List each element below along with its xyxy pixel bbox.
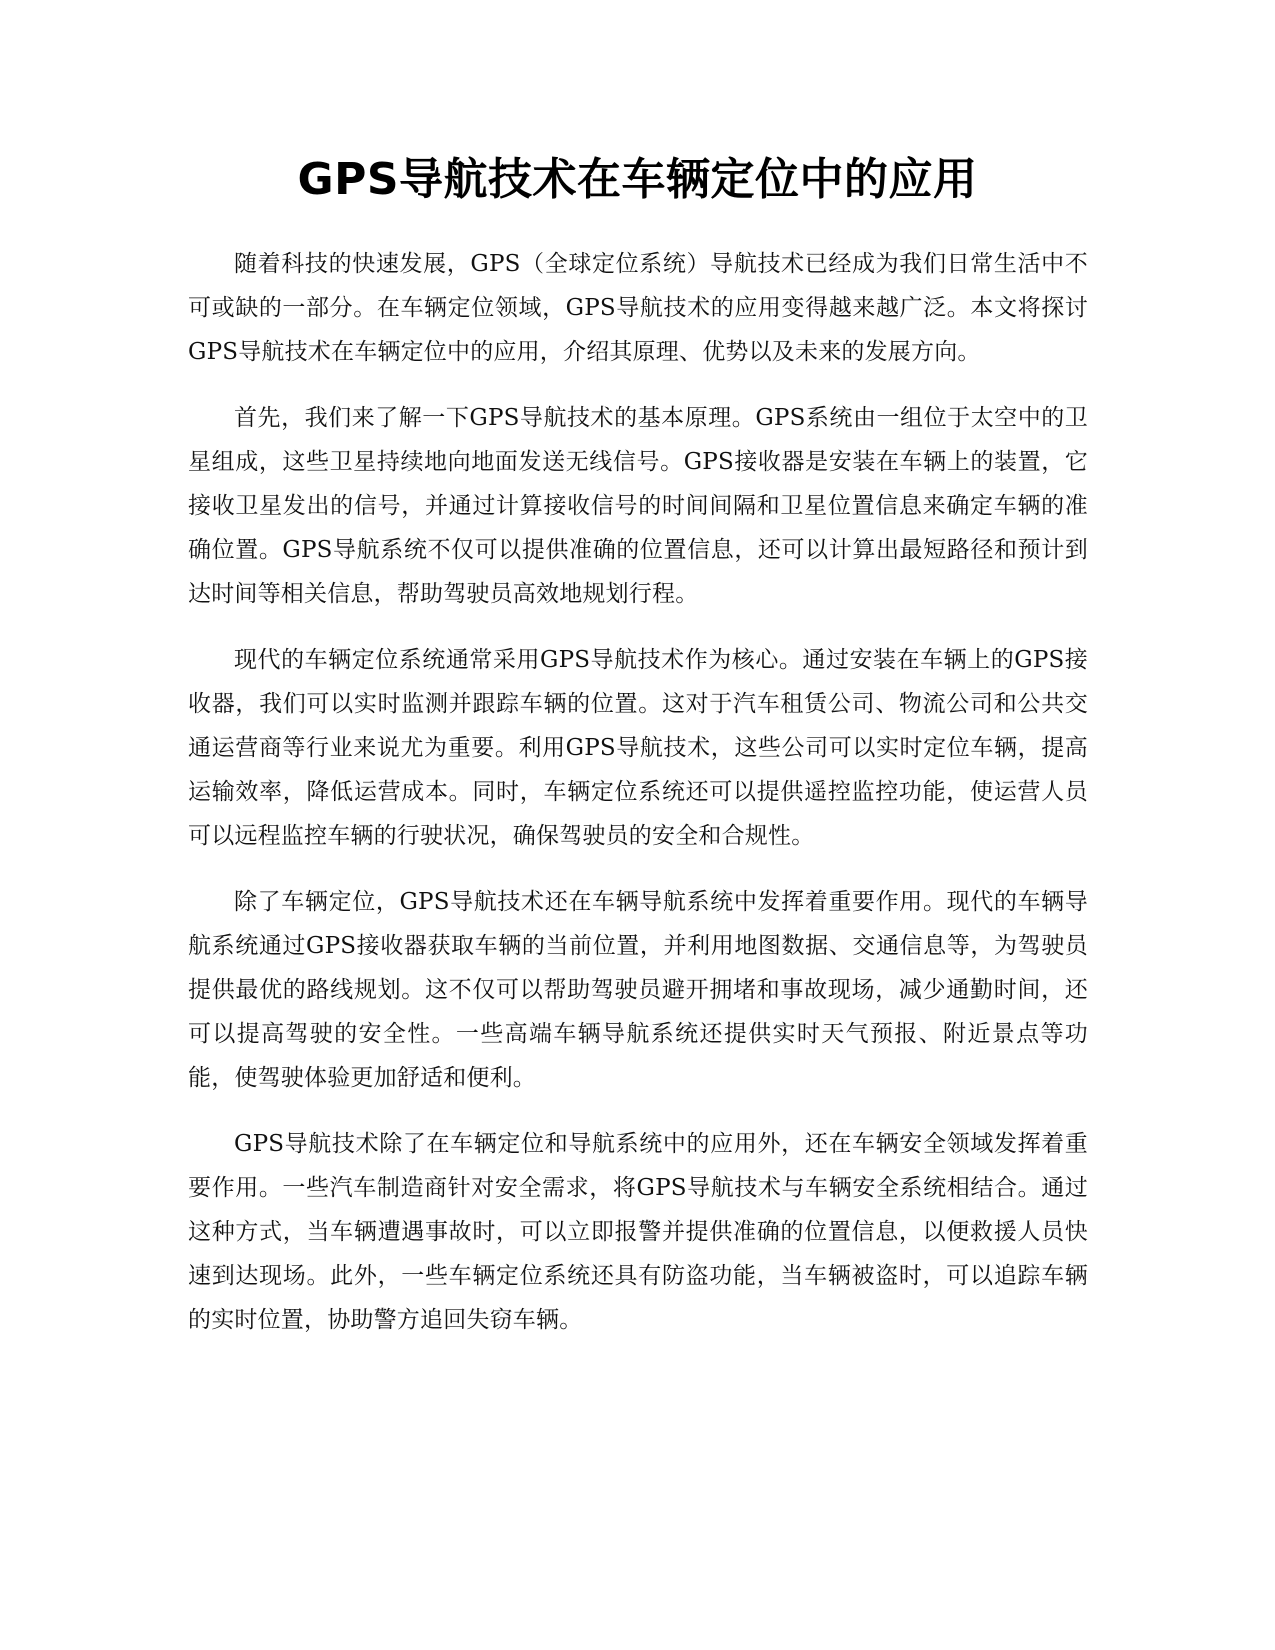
document-body [188,242,1088,1364]
paragraph-principle: 首先，我们来了解一下GPS导航技术的基本原理。GPS系统由一组位于太空中的卫星组成，这些卫星持续地向地面发送无线信号。GPS接收器是安装在车辆上的装置，它接收卫星发出的信号，并通过计算接收信号的时间间隔和卫星位置信息来确定车辆的准确位置。GPS导航系统不仅可以提供准确的位置信息，还可以计算出最短路径和预计到达时间等相关信息，帮助驾驶员高效地规划行程。 [188,405,1088,607]
paragraph-navigation-system: 除了车辆定位，GPS导航技术还在车辆导航系统中发挥着重要作用。现代的车辆导航系统通过GPS接收器获取车辆的当前位置，并利用地图数据、交通信息等，为驾驶员提供最优的路线规划。这不仅可以帮助驾驶员避开拥堵和事故现场，减少通勤时间，还可以提高驾驶的安全性。一些高端车辆导航系统还提供实时天气预报、附近景点等功能，使驾驶体验更加舒适和便利。 [188,889,1088,1091]
document-title: GPS导航技术在车辆定位中的应用 [297,154,978,205]
paragraph-vehicle-positioning: 现代的车辆定位系统通常采用GPS导航技术作为核心。通过安装在车辆上的GPS接收器，我们可以实时监测并跟踪车辆的位置。这对于汽车租赁公司、物流公司和公共交通运营商等行业来说尤为重要。利用GPS导航技术，这些公司可以实时定位车辆，提高运输效率，降低运营成本。同时，车辆定位系统还可以提供遥控监控功能，使运营人员可以远程监控车辆的行驶状况，确保驾驶员的安全和合规性。 [188,647,1088,849]
paragraph-vehicle-safety: GPS导航技术除了在车辆定位和导航系统中的应用外，还在车辆安全领域发挥着重要作用。一些汽车制造商针对安全需求，将GPS导航技术与车辆安全系统相结合。通过这种方式，当车辆遭遇事故时，可以立即报警并提供准确的位置信息，以便救援人员快速到达现场。此外，一些车辆定位系统还具有防盗功能，当车辆被盗时，可以追踪车辆的实时位置，协助警方追回失窃车辆。 [188,1131,1088,1333]
paragraph-intro: 随着科技的快速发展，GPS（全球定位系统）导航技术已经成为我们日常生活中不可或缺的一部分。在车辆定位领域，GPS导航技术的应用变得越来越广泛。本文将探讨GPS导航技术在车辆定位中的应用，介绍其原理、优势以及未来的发展方向。 [188,251,1088,365]
